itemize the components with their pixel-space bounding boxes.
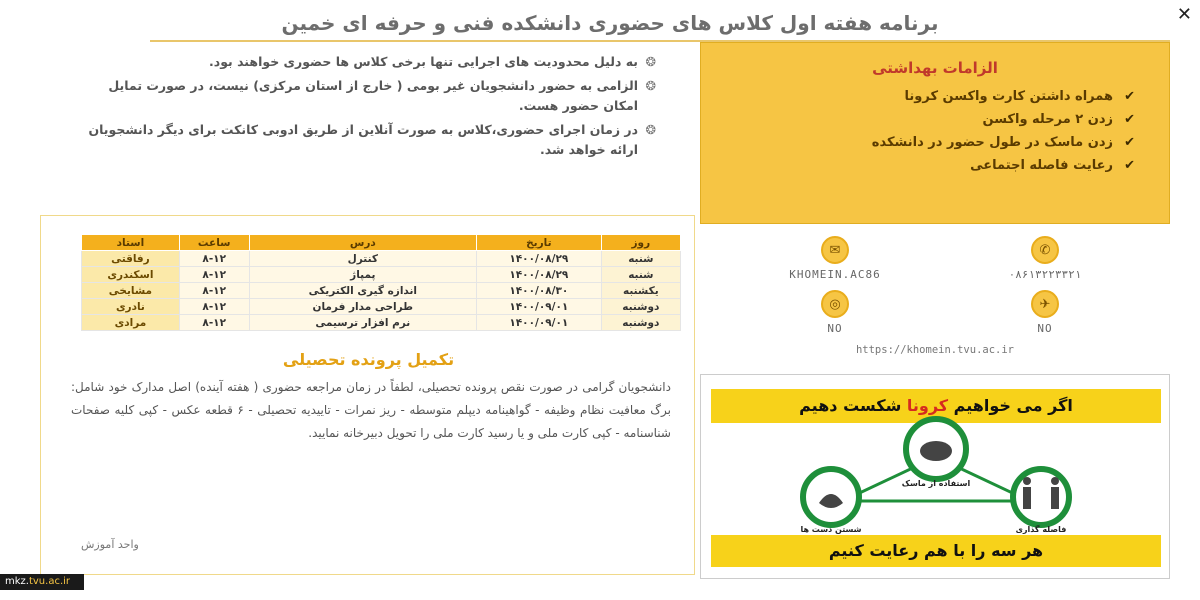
cell-day: شنبه xyxy=(601,251,680,267)
note-text: الزامی به حضور دانشجویان غیر بومی ( خارج از استان مرکزی) نیست، در صورت تمایل امکان حضور هست. xyxy=(108,78,638,113)
website-link[interactable]: https://khomein.tvu.ac.ir xyxy=(855,344,1015,356)
cell-time: ۸-۱۲ xyxy=(179,283,249,299)
cell-course: طراحی مدار فرمان xyxy=(249,299,476,315)
health-list xyxy=(741,85,1135,177)
note-item xyxy=(70,120,660,160)
header-day: روز xyxy=(601,235,680,251)
cell-teacher: رفاقتی xyxy=(82,251,180,267)
table-header-row xyxy=(82,235,681,251)
bullet-icon: ❂ xyxy=(645,54,656,69)
cell-teacher: مشایخی xyxy=(82,283,180,299)
cell-time: ۸-۱۲ xyxy=(179,251,249,267)
cell-teacher: اسکندری xyxy=(82,267,180,283)
contact-phone[interactable] xyxy=(945,236,1145,281)
poster-top-text: اگر می خواهیم xyxy=(948,396,1073,415)
contact-section xyxy=(705,232,1170,362)
contact-value: NO xyxy=(1037,322,1053,335)
badge-prefix: mkz. xyxy=(5,576,29,587)
rule-label-distance: فاصله گذاری xyxy=(1015,525,1067,534)
check-icon: ✔ xyxy=(1124,89,1135,104)
schedule-table xyxy=(81,234,681,331)
cell-course: کنترل xyxy=(249,251,476,267)
email-icon: ✉ xyxy=(821,236,849,264)
health-item xyxy=(741,108,1135,131)
cell-course: اندازه گیری الکتریکی xyxy=(249,283,476,299)
cell-date: ۱۴۰۰/۰۸/۲۹ xyxy=(477,267,602,283)
page-title: برنامه هفته اول کلاس های حضوری دانشکده فنی و حرفه ای خمین xyxy=(281,11,939,35)
cell-date: ۱۴۰۰/۰۹/۰۱ xyxy=(477,299,602,315)
cell-teacher: نادری xyxy=(82,299,180,315)
cell-day: شنبه xyxy=(601,267,680,283)
schedule-section xyxy=(40,215,695,575)
poster-top-text-end: شکست دهیم xyxy=(799,396,907,415)
note-text: به دلیل محدودیت های اجرایی تنها برخی کلاس ها حضوری خواهند بود. xyxy=(209,54,638,69)
cell-date: ۱۴۰۰/۰۸/۳۰ xyxy=(477,283,602,299)
distance-icon xyxy=(1013,469,1069,525)
cell-day: یکشنبه xyxy=(601,283,680,299)
phone-icon: ✆ xyxy=(1031,236,1059,264)
rule-label-wash: شستن دست ها xyxy=(800,525,862,534)
bullet-icon: ❂ xyxy=(645,78,656,93)
cell-time: ۸-۱۲ xyxy=(179,315,249,331)
table-row xyxy=(82,283,681,299)
cell-course: پمپاژ xyxy=(249,267,476,283)
dossier-text: دانشجویان گرامی در صورت نقص پرونده تحصیلی، لطفاً در زمان مراجعه حضوری ( هفته آینده) اصل مدارک خود شامل: برگ معافیت نظام وظیفه - گواهینامه دیپلم متوسطه - ریز نمرات - تاییدیه تحصیلی - ۶ قطعه عکس - کپی کلیه صفحات شناسنامه - کپی کارت ملی و یا رسید کارت ملی را تحویل دبیرخانه نمایید. xyxy=(71,380,672,440)
bullet-icon: ❂ xyxy=(645,122,656,137)
health-item-text: زدن ۲ مرحله واکسن xyxy=(982,112,1113,127)
cell-time: ۸-۱۲ xyxy=(179,299,249,315)
close-icon[interactable]: ✕ xyxy=(1176,4,1192,25)
person-shape xyxy=(1051,487,1059,509)
check-icon: ✔ xyxy=(1124,112,1135,127)
person-head xyxy=(1023,477,1031,485)
dossier-title: تکمیل پرونده تحصیلی xyxy=(282,350,455,369)
note-item xyxy=(70,76,660,116)
cell-day: دوشنبه xyxy=(601,299,680,315)
cell-date: ۱۴۰۰/۰۹/۰۱ xyxy=(477,315,602,331)
contact-telegram[interactable] xyxy=(945,290,1145,335)
cell-course: نرم افزار ترسیمی xyxy=(249,315,476,331)
contact-value: ۰۸۶۱۳۲۲۳۳۲۱ xyxy=(1008,268,1082,281)
table-row xyxy=(82,315,681,331)
health-item-text: رعایت فاصله اجتماعی xyxy=(970,158,1113,173)
notes-list xyxy=(70,52,660,164)
table-row xyxy=(82,299,681,315)
contact-email[interactable] xyxy=(735,236,935,281)
check-icon: ✔ xyxy=(1124,158,1135,173)
person-head xyxy=(1051,477,1059,485)
header-date: تاریخ xyxy=(477,235,602,251)
health-title: الزامات بهداشتی xyxy=(872,59,998,77)
contact-instagram[interactable] xyxy=(735,290,935,335)
health-item-text: زدن ماسک در طول حضور در دانشکده xyxy=(871,135,1113,150)
signature: واحد آموزش xyxy=(81,538,139,551)
health-item xyxy=(741,154,1135,177)
cell-time: ۸-۱۲ xyxy=(179,267,249,283)
corona-poster xyxy=(700,374,1170,579)
rule-label-mask: استفاده از ماسک xyxy=(901,479,971,488)
header-course: درس xyxy=(249,235,476,251)
header-teacher: استاد xyxy=(82,235,180,251)
table-row xyxy=(82,267,681,283)
note-item xyxy=(70,52,660,72)
instagram-icon: ◎ xyxy=(821,290,849,318)
cell-teacher: مرادی xyxy=(82,315,180,331)
health-item xyxy=(741,85,1135,108)
badge-domain: tvu.ac.ir xyxy=(28,576,71,587)
poster-bottom-banner: هر سه را با هم رعایت کنیم xyxy=(711,535,1161,567)
health-item-text: همراه داشتن کارت واکسن کرونا xyxy=(904,89,1113,104)
poster-top-highlight: کرونا xyxy=(906,396,949,415)
mask-shape xyxy=(920,441,952,461)
health-item xyxy=(741,131,1135,154)
contact-value: KHOMEIN.AC86 xyxy=(789,268,881,281)
contact-value: NO xyxy=(827,322,843,335)
cell-date: ۱۴۰۰/۰۸/۲۹ xyxy=(477,251,602,267)
person-shape xyxy=(1023,487,1031,509)
check-icon: ✔ xyxy=(1124,135,1135,150)
telegram-icon: ✈ xyxy=(1031,290,1059,318)
header-time: ساعت xyxy=(179,235,249,251)
site-badge[interactable] xyxy=(0,574,84,590)
cell-day: دوشنبه xyxy=(601,315,680,331)
health-requirements-box xyxy=(700,42,1170,224)
note-text: در زمان اجرای حضوری،کلاس به صورت آنلاین از طریق ادوبی کانکت برای دیگر دانشجویان ارائه خواهد شد. xyxy=(88,122,638,157)
table-row xyxy=(82,251,681,267)
